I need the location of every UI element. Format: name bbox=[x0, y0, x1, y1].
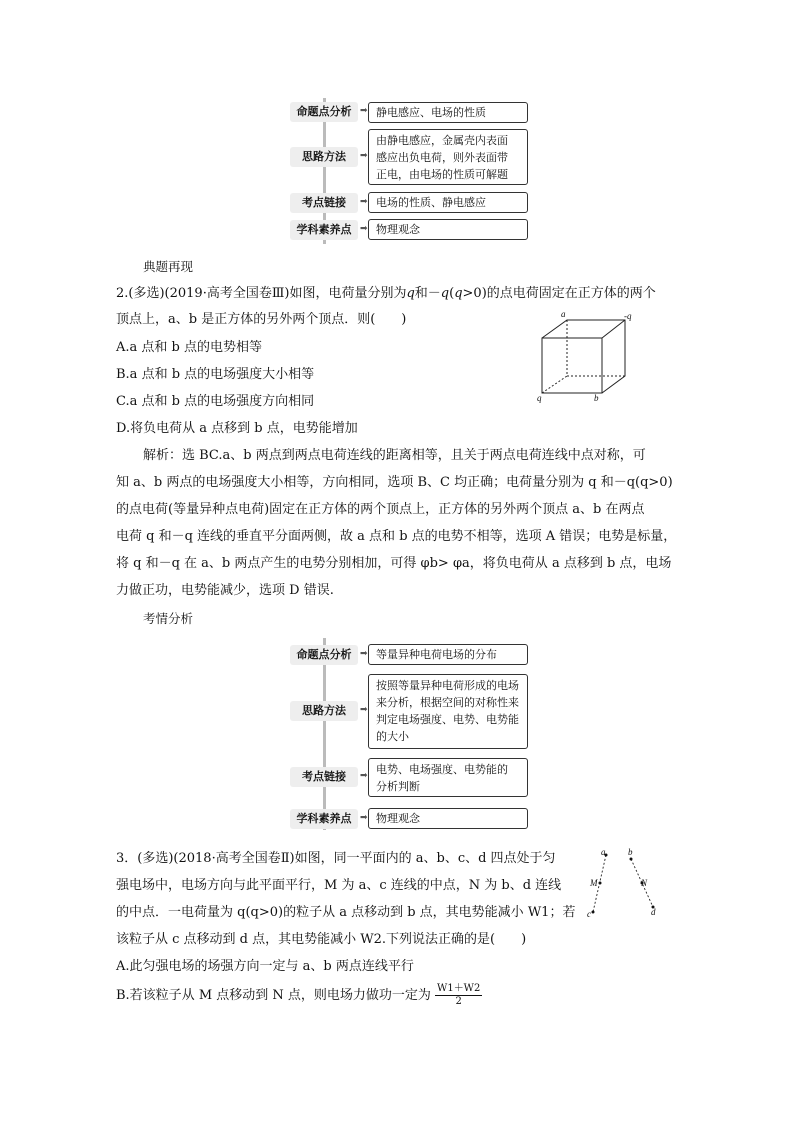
point-label-d: d bbox=[651, 907, 656, 917]
question-3-line: 强电场中，电场方向与此平面平行，M 为 a、c 连线的中点，N 为 b、d 连线 bbox=[116, 878, 562, 893]
point-label-N: N bbox=[641, 878, 648, 888]
option-a: A.a 点和 b 点的电势相等 bbox=[116, 340, 262, 355]
diagram-label: 学科素养点 bbox=[290, 220, 358, 240]
content-line: 电势、电场强度、电势能的 bbox=[376, 763, 508, 776]
fraction-numerator: W1＋W2 bbox=[437, 983, 481, 994]
question-2-line-1: 2.(多选)(2019·高考全国卷Ⅲ)如图，电荷量分别为q和－q(q>0)的点电荷固定在正方体的两个 bbox=[116, 286, 656, 301]
option-b bbox=[116, 983, 482, 1008]
point-label-c: c bbox=[587, 909, 591, 919]
option-d: D.将负电荷从 a 点移到 b 点，电势能增加 bbox=[116, 421, 358, 436]
arrow-icon: ➡ bbox=[360, 224, 368, 234]
point-label-M: M bbox=[590, 878, 598, 888]
diagram-content bbox=[368, 674, 528, 749]
option-b-text: B.若该粒子从 M 点移动到 N 点，则电场力做功一定为 bbox=[116, 988, 431, 1003]
content-line: 的大小 bbox=[376, 730, 409, 743]
content-line: 按照等量异种电荷形成的电场 bbox=[376, 679, 519, 692]
diagram-label: 命题点分析 bbox=[290, 102, 358, 122]
analysis-line: 知 a、b 两点的电场强度大小相等，方向相同，选项 B、C 均正确；电荷量分别为 q 和－q(q>0) bbox=[116, 475, 673, 490]
diagram-content: 电场的性质、静电感应 bbox=[368, 192, 528, 213]
point-label-a: a bbox=[601, 847, 606, 857]
analysis-line: 的点电荷(等量异种点电荷)固定在正方体的两个顶点上，正方体的另外两个顶点 a、b 在两点 bbox=[116, 502, 645, 517]
cube-svg bbox=[530, 308, 640, 403]
diagram-label: 学科素养点 bbox=[290, 809, 358, 829]
arrow-icon: ➡ bbox=[360, 106, 368, 116]
analysis-line: 力做正功，电势能减少，选项 D 错误. bbox=[116, 583, 334, 598]
points-figure bbox=[585, 845, 665, 920]
arrow-icon: ➡ bbox=[360, 813, 368, 823]
option-b: B.a 点和 b 点的电场强度大小相等 bbox=[116, 367, 315, 382]
diagram-label: 思路方法 bbox=[290, 147, 358, 167]
diagram-label: 思路方法 bbox=[290, 701, 358, 721]
arrow-icon: ➡ bbox=[360, 649, 368, 659]
section-title: 典题再现 bbox=[143, 259, 194, 274]
cube-figure bbox=[530, 308, 640, 403]
q2-text: 和－ bbox=[414, 286, 441, 301]
question-2-line-2: 顶点上，a、b 是正方体的另外两个顶点．则( ) bbox=[116, 312, 407, 327]
q2-text: >0)的点电荷固定在正方体的两个 bbox=[462, 286, 656, 301]
content-line: 由静电感应，金属壳内表面 bbox=[376, 134, 508, 147]
cube-label-b: b bbox=[594, 393, 599, 403]
arrow-icon: ➡ bbox=[360, 151, 368, 161]
content-line: 分析判断 bbox=[376, 780, 420, 793]
content-line: 感应出负电荷，则外表面带 bbox=[376, 151, 508, 164]
diagram-content: 物理观念 bbox=[368, 219, 528, 240]
diagram-label: 考点链接 bbox=[290, 767, 358, 787]
cube-label-minus-q: -q bbox=[624, 311, 632, 321]
analysis-line: 解析：选 BC.a、b 两点到两点电荷连线的距离相等，且关于两点电荷连线中点对称，可 bbox=[143, 448, 646, 463]
analysis-line: 电荷 q 和－q 连线的垂直平分面两侧，故 a 点和 b 点的电势不相等，选项 A 错误；电势是标量， bbox=[116, 529, 677, 544]
arrow-icon: ➡ bbox=[360, 771, 368, 781]
diagram-content bbox=[368, 129, 528, 185]
diagram-content bbox=[368, 758, 528, 797]
analysis-line: 将 q 和－q 在 a、b 两点产生的电势分别相加，可得 φb> φa，将负电荷从 a 点移到 b 点，电场 bbox=[116, 556, 672, 571]
diagram-spine bbox=[323, 638, 326, 830]
cube-label-a: a bbox=[561, 309, 566, 319]
diagram-label: 考点链接 bbox=[290, 193, 358, 213]
diagram-label: 命题点分析 bbox=[290, 645, 358, 665]
section-title: 考情分析 bbox=[143, 611, 194, 626]
arrow-icon: ➡ bbox=[360, 197, 368, 207]
fraction-denominator: 2 bbox=[455, 996, 462, 1007]
cube-label-q: q bbox=[537, 393, 542, 403]
question-3-line: 该粒子从 c 点移动到 d 点，其电势能减小 W2.下列说法正确的是( ) bbox=[116, 932, 527, 947]
content-line: 来分析，根据空间的对称性来 bbox=[376, 696, 519, 709]
arrow-icon: ➡ bbox=[360, 705, 368, 715]
q2-text: ( bbox=[449, 286, 455, 301]
question-3-line: 的中点．一电荷量为 q(q>0)的粒子从 a 点移动到 b 点，其电势能减小 W1；若 bbox=[116, 905, 576, 920]
question-3-line: 3．(多选)(2018·高考全国卷Ⅱ)如图，同一平面内的 a、b、c、d 四点处于匀 bbox=[116, 851, 556, 866]
q2-prefix: 2.(多选)(2019·高考全国卷Ⅲ)如图，电荷量分别为 bbox=[116, 286, 407, 301]
option-c: C.a 点和 b 点的电场强度方向相同 bbox=[116, 394, 315, 409]
option-a: A.此匀强电场的场强方向一定与 a、b 两点连线平行 bbox=[116, 959, 414, 974]
diagram-content: 等量异种电荷电场的分布 bbox=[368, 644, 528, 665]
point-label-b: b bbox=[628, 847, 633, 857]
fraction bbox=[435, 983, 482, 1008]
content-line: 判定电场强度、电势、电势能 bbox=[376, 713, 519, 726]
diagram-content: 静电感应、电场的性质 bbox=[368, 102, 528, 123]
diagram-content: 物理观念 bbox=[368, 808, 528, 829]
content-line: 正电，由电场的性质可解题 bbox=[376, 168, 508, 181]
